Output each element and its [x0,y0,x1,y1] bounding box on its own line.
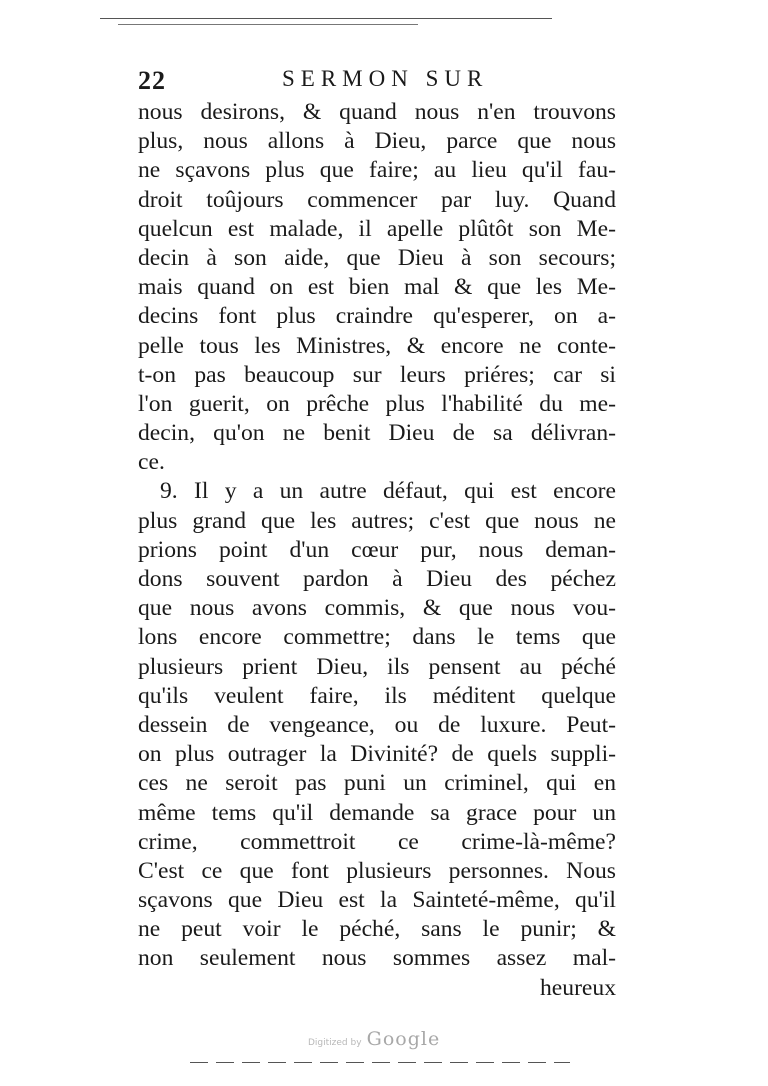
text-line: sçavons que Dieu est la Sainteté-même, qu'il [138,887,616,914]
text-line: même tems qu'il demande sa grace pour un [138,799,616,826]
text-line: que nous avons commis, & que nous vou- [138,595,616,622]
text-line: droit toûjours commencer par luy. Quand [138,186,616,213]
digitized-label: Digitized by [308,1038,362,1048]
page-header [138,66,618,100]
text-line: ces ne seroit pas puni un criminel, qui en [138,770,616,797]
text-line: plusieurs prient Dieu, ils pensent au péché [138,653,616,680]
top-rule [100,18,552,19]
text-line: crime, commettroit ce crime-là-même? [138,828,616,855]
bottom-rule [190,1062,570,1063]
text-line: nous desirons, & quand nous n'en trouvons [138,99,616,125]
text-line: prions point d'un cœur pur, nous deman- [138,536,616,563]
text-line: mais quand on est bien mal & que les Me- [138,274,616,301]
body-text [138,98,616,1003]
google-logo: Google [366,1028,441,1050]
catchword: heureux [540,974,616,1001]
text-line: quelcun est malade, il apelle plûtôt son Me- [138,215,616,242]
running-head: SERMON SUR [282,66,489,91]
text-line: C'est ce que font plusieurs personnes. Nous [138,857,616,884]
paragraph-start-line: 9. Il y a un autre défaut, qui est encore [160,478,616,505]
text-line: non seulement nous sommes assez mal- [138,945,616,972]
text-line: dons souvent pardon à Dieu des péchez [138,566,616,592]
text-line: plus, nous allons à Dieu, parce que nous [138,128,616,155]
text-line: decin, qu'on ne benit Dieu de sa délivran- [138,420,616,447]
text-line: ce. [138,449,165,476]
text-line: lons encore commettre; dans le tems que [138,624,616,651]
text-line: t-on pas beaucoup sur leurs priéres; car si [138,361,616,388]
text-line: pelle tous les Ministres, & encore ne conte- [138,332,616,359]
page-number: 22 [138,66,166,95]
text-line: on plus outrager la Divinité? de quels suppli- [138,741,616,768]
text-line: l'on guerit, on prêche plus l'habilité du me- [138,390,616,417]
text-line: decin à son aide, que Dieu à son secours; [138,244,616,271]
text-line: dessein de vengeance, ou de luxure. Peut- [138,711,616,738]
digitization-watermark [308,1028,440,1050]
text-line: qu'ils veulent faire, ils méditent quelque [138,682,616,709]
text-line: ne peut voir le péché, sans le punir; & [138,916,616,943]
text-line: decins font plus craindre qu'esperer, on a- [138,303,616,330]
text-line: plus grand que les autres; c'est que nous ne [138,507,616,534]
top-rule-secondary [118,24,418,25]
text-line: ne sçavons plus que faire; au lieu qu'il fau- [138,157,616,184]
